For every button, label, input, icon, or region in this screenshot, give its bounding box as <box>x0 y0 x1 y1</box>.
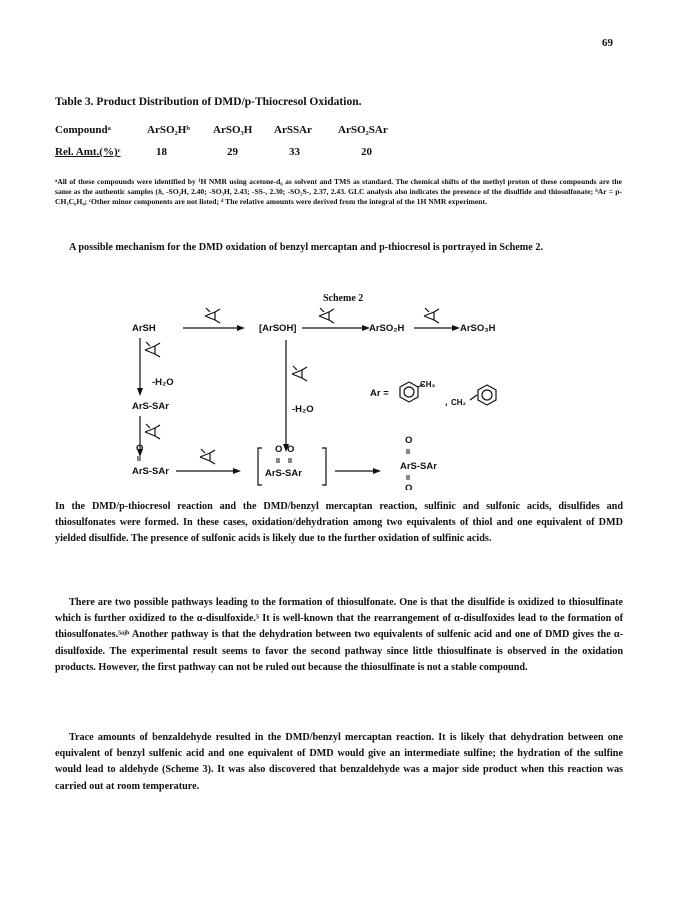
arso2h-label: ArSO₂H <box>369 323 405 334</box>
table-header-cell: ArSSAr <box>274 124 312 136</box>
paragraph-pathways: There are two possible pathways leading to the formation of thiosulfonate. One is that the disulfide is oxidized to thiosulfinate which is further oxidized to the α-disulfoxide.⁵ It is well-known that the rearrangement of α-disulfoxides lead to the formation of thiosulfonates.⁵ᵃʲᵇ Another pathway is that the dehydration between two equivalents of sulfenic acid and one of DMD gives the α-disulfoxide. The experimental result seems to favor the second pathway since little thiosulfinate is observed in the oxidation products. However, the first pathway can not be ruled out because the thiosulfinate is not a stable compound. <box>55 597 623 673</box>
double-bond-mark: II <box>276 458 280 465</box>
paragraph-mechanism: A possible mechanism for the DMD oxidation of benzyl mercaptan and p-thiocresol is portrayed in Scheme 2. <box>69 242 543 253</box>
sulfoxide-label: ArS-SAr <box>132 466 169 477</box>
table-header-cell: ArSO₂Hᵇ <box>147 124 190 136</box>
table-caption: Table 3. Product Distribution of DMD/p-Thiocresol Oxidation. <box>55 96 362 108</box>
table-header-cell: ArSO₃H <box>213 124 253 136</box>
oxygen-label: O <box>136 443 144 454</box>
page-number: 69 <box>602 37 613 49</box>
dmd-icon <box>205 308 220 323</box>
table-header-cell: Compoundᵃ <box>55 124 111 136</box>
table-header-row <box>55 124 655 146</box>
comma: , <box>445 397 448 408</box>
minus-h2o-label: -H₂O <box>152 377 174 388</box>
double-bond-mark: II <box>406 475 410 482</box>
thiosulfonate-label: ArS-SAr <box>400 461 437 472</box>
ch3-label: CH₃ <box>420 380 436 389</box>
dmd-icon <box>145 424 160 439</box>
arsh-label: ArSH <box>132 323 156 334</box>
scheme-2-diagram <box>0 275 673 490</box>
oxygen-label: O <box>275 444 283 455</box>
disulfoxide-label: ArS-SAr <box>265 468 302 479</box>
scheme-title: Scheme 2 <box>323 293 364 304</box>
paragraph-benzaldehyde: Trace amounts of benzaldehyde resulted in the DMD/benzyl mercaptan reaction. It is likely that dehydration between one equivalent of benzyl sulfenic acid and one equivalent of DMD would give an intermediate sulfine; the hydration of the sulfine would lead to aldehyde (Scheme 3). It was also discovered that benzaldehyde was a major side product when this reaction was carried out at room temperature. <box>55 732 623 792</box>
arsoh-label: [ArSOH] <box>259 323 297 334</box>
table-cell: 33 <box>289 146 300 158</box>
table-cell: 29 <box>227 146 238 158</box>
arrowhead <box>137 388 143 396</box>
arrowhead <box>452 325 460 331</box>
table-row-label: Rel. Amt.(%)ᶜ <box>55 146 121 158</box>
arrowhead <box>237 325 245 331</box>
table-cell: 18 <box>156 146 167 158</box>
arrowhead <box>233 468 241 474</box>
double-bond-mark: II <box>137 456 141 463</box>
paragraph-products: In the DMD/p-thiocresol reaction and the DMD/benzyl mercaptan reaction, sulfinic and sulfonic acids, disulfides and thiosulfonates were formed. In these cases, oxidation/dehydration among two equivalents of thiol and one equivalent of DMD yielded disulfide. The presence of sulfonic acids is likely due to the further oxidation of sulfinic acids. <box>55 501 623 545</box>
oxygen-label: O <box>405 435 413 446</box>
ar-equals-label: Ar = <box>370 388 389 399</box>
arrowhead <box>373 468 381 474</box>
benzene-ring-icon <box>470 385 496 405</box>
dmd-icon <box>145 342 160 357</box>
table-cell: 20 <box>361 146 372 158</box>
table-footnote: ᵃAll of these compounds were identified by ¹H NMR using acetone-d₆ as solvent and TMS as standard. The chemical shifts of the methyl proton of these compounds are the same as the authentic samples (δ, -SO₂H, 2.40; -SO₃H, 2.43; -SS-, 2.30; -SO₂S-, 2.37, 2.43. GLC analysis also indicates the presence of the disulfide and thiosulfonate; ᵇAr = p-CH₃C₆H₄; ᶜOther minor components are not listed; ᵈ The relative amounts were derived from the integral of the 1H NMR experiment. <box>55 177 622 207</box>
oxygen-label: O <box>287 444 295 455</box>
minus-h2o-label: -H₂O <box>292 404 314 415</box>
dmd-icon <box>200 449 215 464</box>
double-bond-mark: II <box>406 449 410 456</box>
dmd-icon <box>319 308 334 323</box>
arssar-label: ArS-SAr <box>132 401 169 412</box>
arso3h-label: ArSO₃H <box>460 323 496 334</box>
ch2-label: CH₂ <box>451 398 467 407</box>
table-header-cell: ArSO₂SAr <box>338 124 388 136</box>
dmd-icon <box>424 308 439 323</box>
dmd-icon <box>292 366 307 381</box>
oxygen-label: O <box>405 483 413 490</box>
product-table <box>55 124 655 168</box>
double-bond-mark: II <box>288 458 292 465</box>
table-row <box>55 146 655 168</box>
